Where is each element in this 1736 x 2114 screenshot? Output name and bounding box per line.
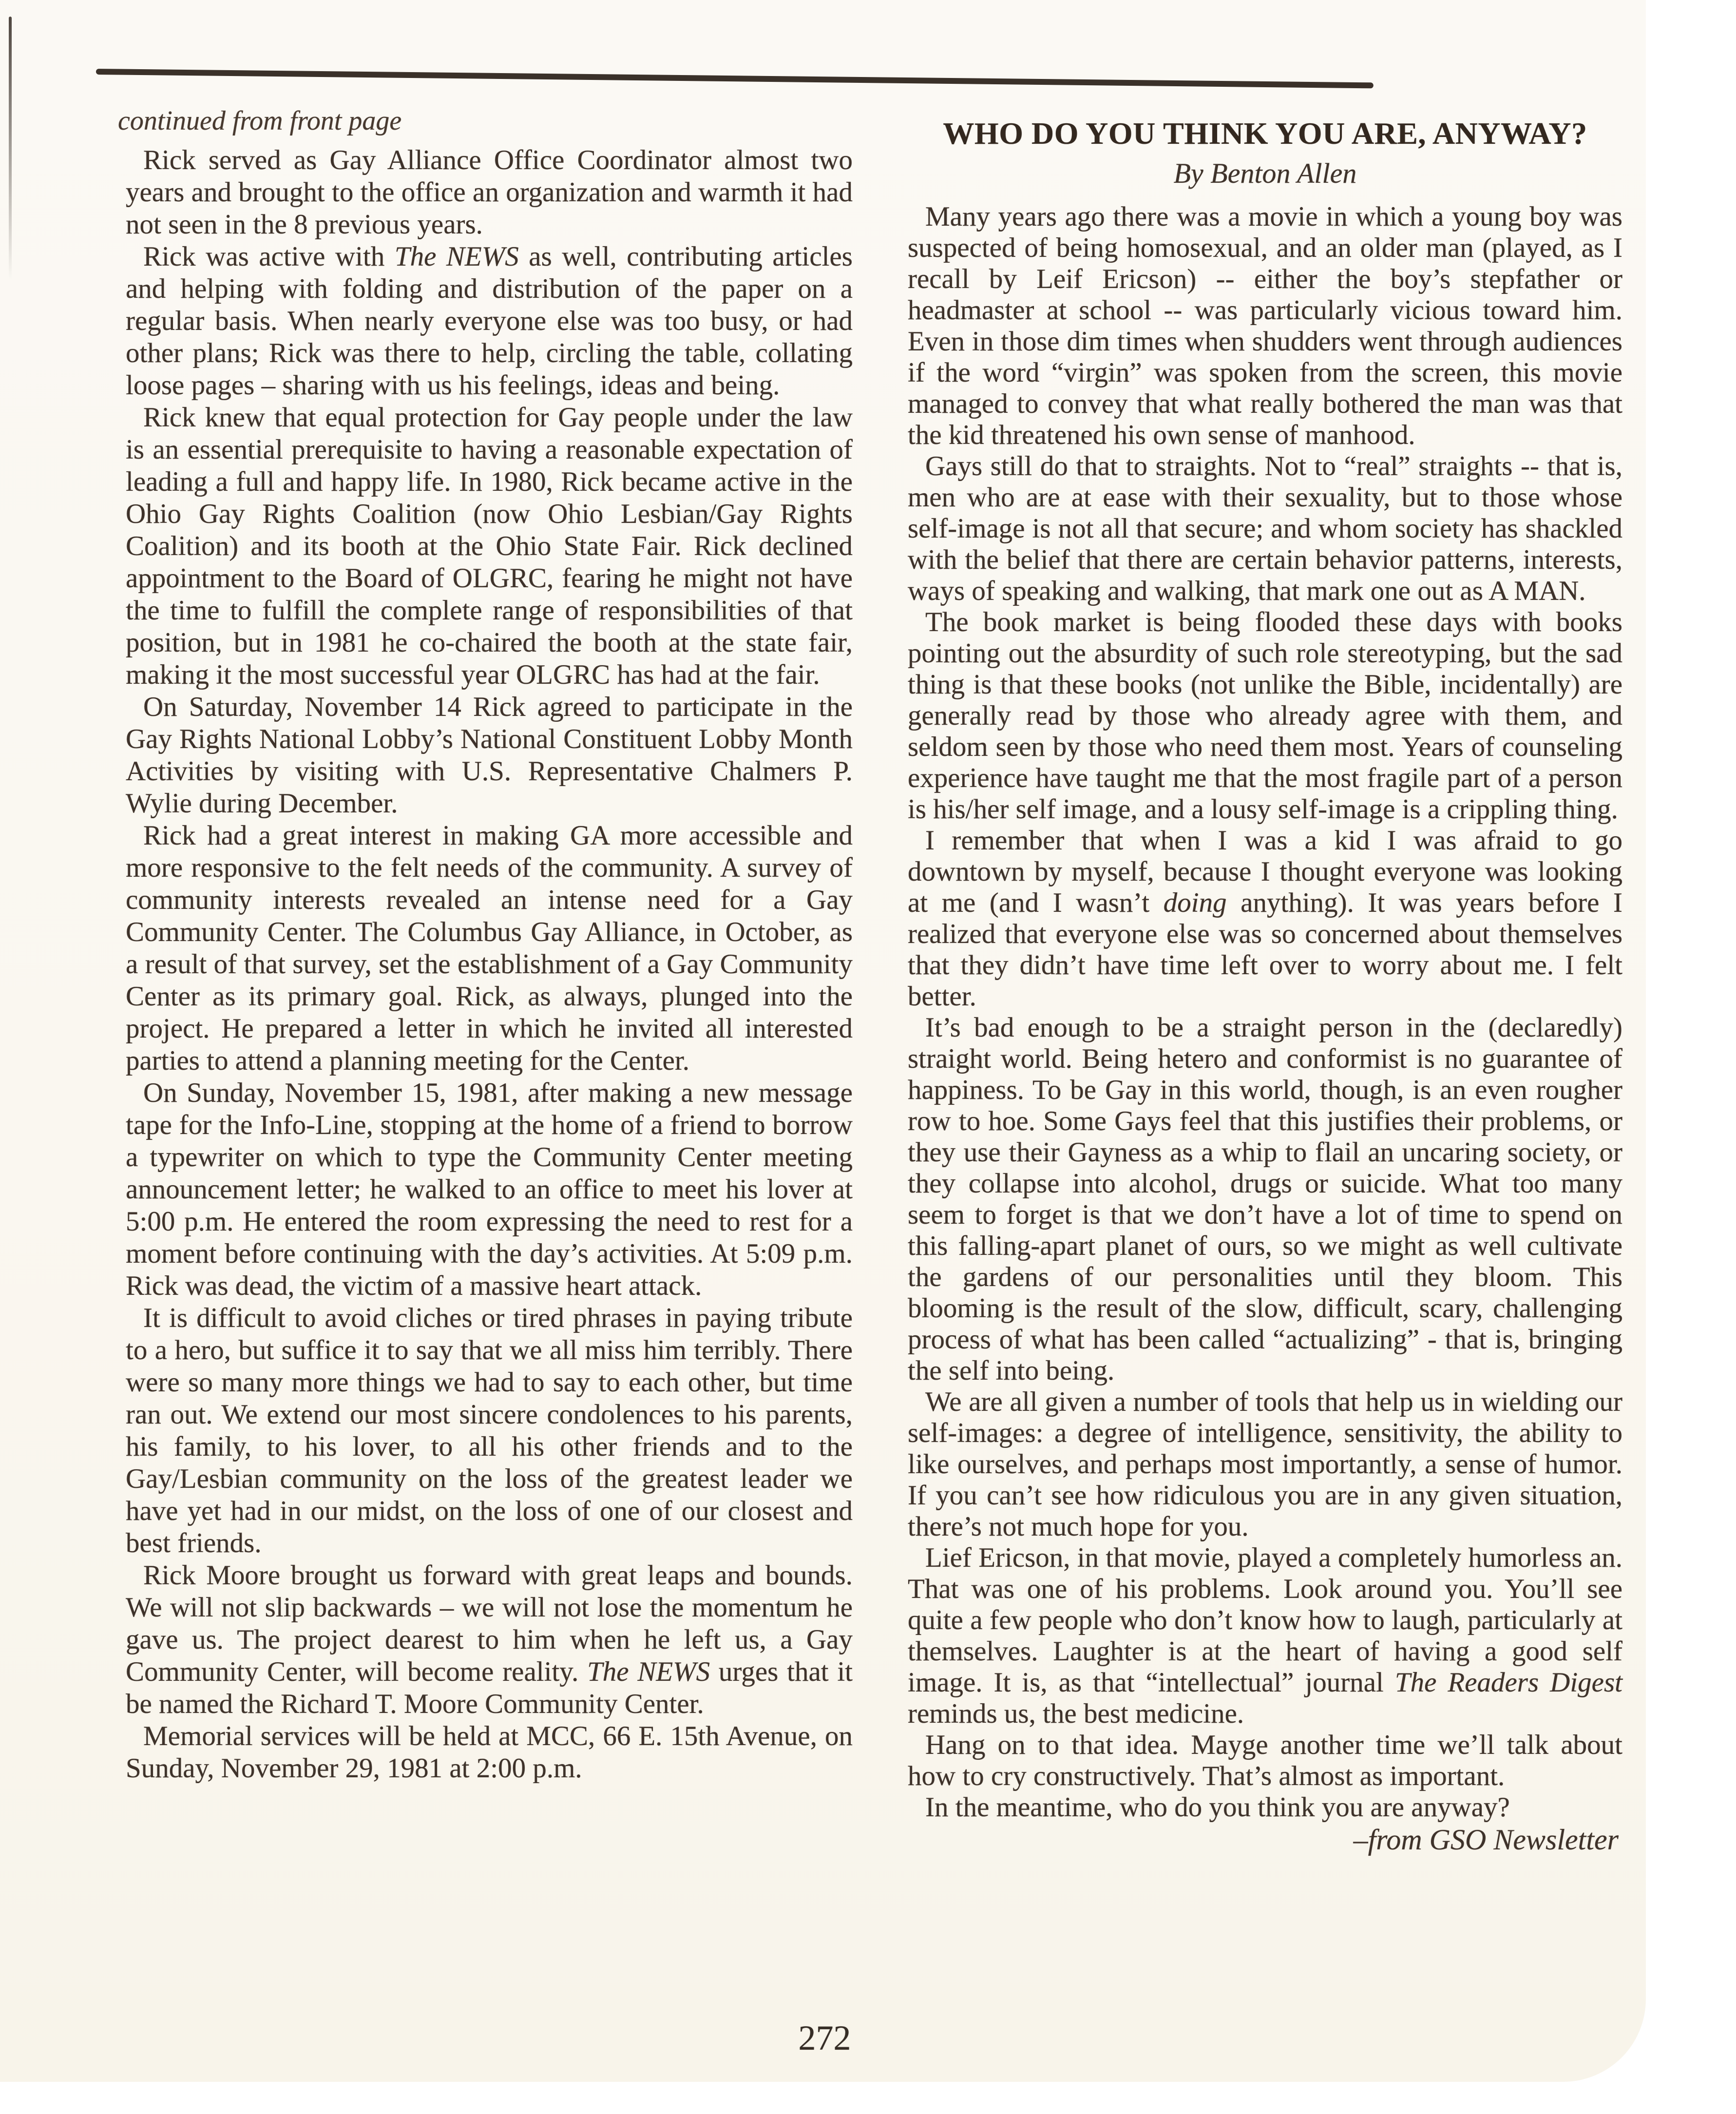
paragraph [126,241,853,402]
paragraph [908,607,1622,825]
text-run: Rick was active with [143,241,395,272]
text-run: On Saturday, November 14 Rick agreed to participate in the Gay Rights National Lobby’s National Constituent Lobby Month Activities by visiting with U.S. Representative Chalmers P. Wylie during December. [126,692,853,819]
text-run: In the meantime, who do you think you are anyway? [925,1792,1510,1823]
text-run: We are all given a number of tools that help us in wielding our self-images: a degree of intelligence, sensitivity, the ability to like ourselves, and perhaps most importantly, a sense of humor. If you can’t see how ridiculous you are in any given situation, there’s not much hope for you. [908,1386,1622,1542]
text-run: I remember that when I was a kid I was afraid to go downtown by myself, because I thought everyone was looking at me (and I wasn’t [908,825,1622,918]
text-run: reminds us, the best medicine. [908,1698,1244,1729]
article-title: WHO DO YOU THINK YOU ARE, ANYWAY? [943,116,1587,151]
left-article-column [126,144,853,1785]
continued-from-front-page-note: continued from front page [118,106,402,136]
text-run: Lief Ericson, in that movie, played a completely humorless an. That was one of his problems. Look around you. You’ll see quite a few people who don’t know how to laugh, particularly at themselves. Laughter is at the heart of having a good self image. It is, as that “intellectual” journal [908,1542,1622,1698]
text-run: Rick served as Gay Alliance Office Coordinator almost two years and brought to the office an organization and warmth it had not seen in the 8 previous years. [126,145,853,240]
right-article-column [908,115,1622,1855]
right-article-body [908,201,1622,1823]
article-attribution: –from GSO Newsletter [1353,1824,1619,1856]
paragraph [908,1792,1622,1823]
paragraph [126,1720,853,1785]
italic-text-run: The Readers Digest [1394,1667,1622,1698]
text-run: The book market is being flooded these days with books pointing out the absurdity of such role stereotyping, but the sad thing is that these books (not unlike the Bible, incidentally) are generally read by those who already agree with them, and seldom seen by those who need them most. Years of counseling experience have taught me that the most fragile part of a person is his/her self image, and a lousy self-image is a crippling thing. [908,607,1622,825]
page-edge-mark [9,17,12,280]
paragraph [126,1559,853,1720]
text-run: as well, contributing articles and helping with folding and distribution of the paper on a regular basis. When nearly everyone else was too busy, or had other plans; Rick was there to help, circling the table, collating loose pages – sharing with us his feelings, ideas and being. [126,241,853,401]
text-run: anything). It was years before I realized that everyone else was so concerned about themselves that they didn’t have time left over to worry about me. I felt better. [908,887,1622,1012]
paragraph [126,144,853,241]
paragraph [126,1077,853,1302]
paragraph [908,451,1622,607]
paragraph [908,1730,1622,1792]
page-number: 272 [798,2018,851,2057]
text-run: Memorial services will be held at MCC, 66 E. 15th Avenue, on Sunday, November 29, 1981 at 2:00 p.m. [126,1721,853,1784]
paragraph [908,201,1622,451]
text-run: Rick knew that equal protection for Gay people under the law is an essential prerequisite to having a reasonable expectation of leading a full and happy life. In 1980, Rick became active in the Ohio Gay Rights Coalition (now Ohio Lesbian/Gay Rights Coalition) and its booth at the Ohio State Fair. Rick declined appointment to the Board of OLGRC, fearing he might not have the time to fulfill the complete range of responsibilities of that position, but in 1981 he co-chaired the booth at the state fair, making it the most successful year OLGRC has had at the fair. [126,402,853,690]
paragraph [908,1386,1622,1542]
text-run: Hang on to that idea. Mayge another time we’ll talk about how to cry constructively. That’s almost as important. [908,1730,1622,1791]
italic-text-run: doing [1163,887,1227,918]
text-run: On Sunday, November 15, 1981, after making a new message tape for the Info-Line, stopping at the home of a friend to borrow a typewriter on which to type the Community Center meeting announcement letter; he walked to an office to meet his lover at 5:00 p.m. He entered the room expressing the need to rest for a moment before continuing with the day’s activities. At 5:09 p.m. Rick was dead, the victim of a massive heart attack. [126,1077,853,1301]
paragraph [126,1302,853,1559]
text-run: urges that it be named the Richard T. Moore Community Center. [126,1656,853,1719]
text-run: It’s bad enough to be a straight person in the (declaredly) straight world. Being hetero and conformist is no guarantee of happiness. To be Gay in this world, though, is an even rougher row to hoe. Some Gays feel that this justifies their problems, or they use their Gayness as a whip to flail an uncaring society, or they collapse into alcohol, drugs or suicide. What too many seem to forget is that we don’t have a lot of time to spend on this falling-apart planet of ours, so we might as well cultivate the gardens of our personalities until they bloom. This blooming is the result of the slow, difficult, scary, challenging process of what has been called “actualizing” - that is, bringing the self into being. [908,1012,1622,1386]
paragraph [126,691,853,820]
text-run: Rick had a great interest in making GA more accessible and more responsive to the felt needs of the community. A survey of community interests revealed an intense need for a Gay Community Center. The Columbus Gay Alliance, in October, as a result of that survey, set the establishment of a Gay Community Center as its primary goal. Rick, as always, plunged into the project. He prepared a letter in which he invited all interested parties to attend a planning meeting for the Center. [126,820,853,1076]
paragraph [126,820,853,1077]
paragraph [908,1012,1622,1386]
text-run: Rick Moore brought us forward with great leaps and bounds. We will not slip backwards – we will not lose the momentum he gave us. The project dearest to him when he left us, a Gay Community Center, will become reality. [126,1560,853,1687]
text-run: It is difficult to avoid cliches or tired phrases in paying tribute to a hero, but suffice it to say that we all miss him terribly. There were so many more things we had to say to each other, but time ran out. We extend our most sincere condolences to his parents, his family, to his lover, to all his other friends and to the Gay/Lesbian community on the loss of the greatest leader we have yet had in our midst, on the loss of one of our closest and best friends. [126,1303,853,1558]
italic-text-run: The NEWS [587,1656,710,1687]
text-run: Many years ago there was a movie in which a young boy was suspected of being homosexual, and an older man (played, as I recall by Leif Ericson) -- either the boy’s stepfather or headmaster at school -- was particularly vicious toward him. Even in those dim times when shudders went through audiences if the word “virgin” was spoken from the screen, this movie managed to convey that what really bothered the man was that the kid threatened his own sense of manhood. [908,201,1622,450]
italic-text-run: The NEWS [394,241,519,272]
text-run: Gays still do that to straights. Not to “real” straights -- that is, men who are at ease with their sexuality, but to those whose self-image is not all that secure; and whom society has shackled with the belief that there are certain behavior patterns, interests, ways of speaking and walking, that mark one out as A MAN. [908,451,1622,606]
paragraph [908,1542,1622,1730]
paragraph [126,402,853,691]
paragraph [908,825,1622,1012]
article-byline: By Benton Allen [1173,157,1357,189]
